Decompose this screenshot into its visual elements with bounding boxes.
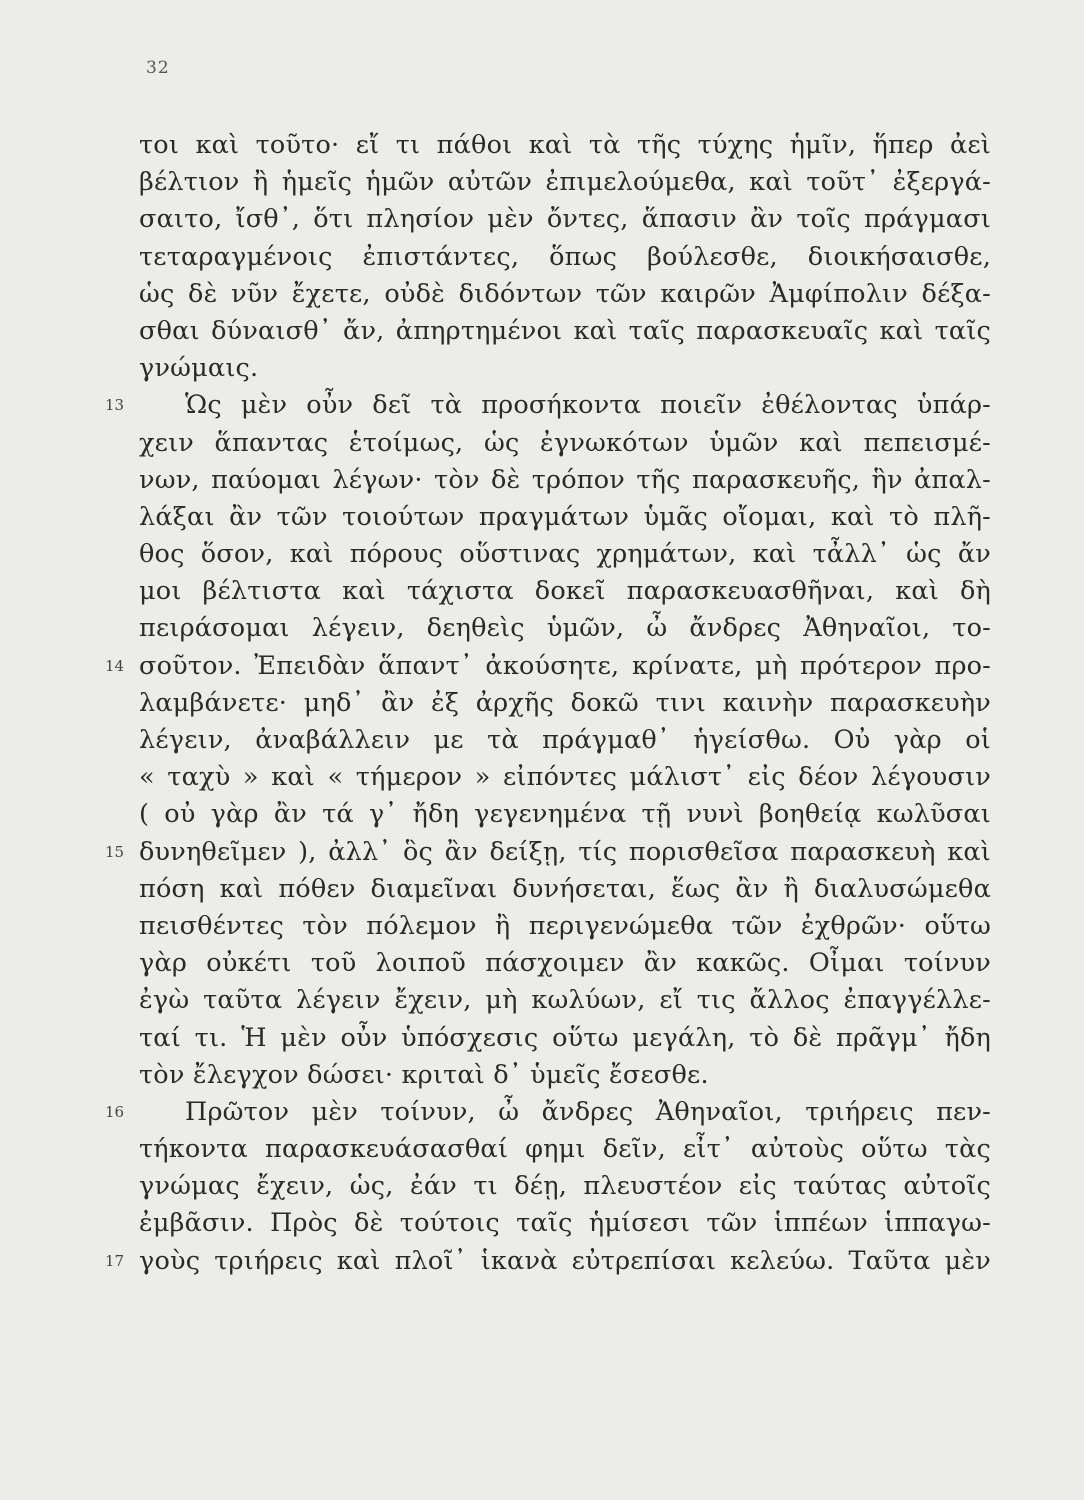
- text-line: [139, 425, 991, 462]
- text-line: [139, 610, 991, 647]
- line-text: τοι καὶ τοῦτο· εἴ τι πάθοι καὶ τὰ τῆς τύχης ἡμῖν, ἥπερ ἀεὶ: [139, 130, 991, 160]
- line-text: γνώμας ἔχειν, ὡς, ἐάν τι δέῃ, πλευστέον εἰς ταύτας αὐτοῖς: [139, 1171, 991, 1202]
- line-text: γὰρ οὐκέτι τοῦ λοιποῦ πάσχοιμεν ἂν κακῶς. Οἶμαι τοίνυν: [139, 948, 991, 979]
- text-line: [139, 722, 991, 759]
- text-line: [139, 201, 991, 238]
- section-number: 14: [105, 656, 125, 675]
- text-line: [139, 350, 991, 387]
- section-number: 16: [105, 1102, 125, 1121]
- text-line: [139, 239, 991, 276]
- text-line: [139, 1131, 991, 1168]
- text-line: [105, 1243, 991, 1280]
- section-number: 13: [105, 396, 125, 415]
- page-number: 32: [146, 58, 170, 78]
- line-text: βέλτιον ἢ ἡμεῖς ἡμῶν αὐτῶν ἐπιμελούμεθα, καὶ τοῦτ᾽ ἐξεργά-: [139, 167, 991, 198]
- text-line: [139, 462, 991, 499]
- line-text: λάξαι ἂν τῶν τοιούτων πραγμάτων ὑμᾶς οἴομαι, καὶ τὸ πλῆ-: [139, 501, 991, 532]
- line-text: γοὺς τριήρεις καὶ πλοῖ᾽ ἱκανὰ εὐτρεπίσαι κελεύω. Ταῦτα μὲν: [139, 1245, 991, 1276]
- text-line: [139, 164, 991, 201]
- line-text: νων, παύομαι λέγων· τὸν δὲ τρόπον τῆς παρασκευῆς, ἣν ἀπαλ-: [139, 464, 991, 495]
- greek-text-body: [105, 127, 991, 1280]
- text-line: [139, 796, 991, 833]
- text-line: [105, 387, 991, 424]
- text-line: [139, 982, 991, 1019]
- text-line: [139, 536, 991, 573]
- text-line: [139, 499, 991, 536]
- line-text: σθαι δύναισθ᾽ ἄν, ἀπηρτημένοι καὶ ταῖς παρασκευαῖς καὶ ταῖς: [139, 315, 991, 346]
- line-text: Πρῶτον μὲν τοίνυν, ὦ ἄνδρες Ἀθηναῖοι, τριήρεις πεν-: [185, 1096, 991, 1127]
- line-text: πόση καὶ πόθεν διαμεῖναι δυνήσεται, ἕως ἂν ἢ διαλυσώμεθα: [139, 873, 991, 904]
- text-line: [139, 759, 991, 796]
- line-text: δυνηθεῖμεν ), ἀλλ᾽ ὃς ἂν δείξῃ, τίς πορισθεῖσα παρασκευὴ καὶ: [139, 836, 991, 867]
- text-line: [139, 276, 991, 313]
- text-line: [105, 648, 991, 685]
- line-text: λαμβάνετε· μηδ᾽ ἂν ἐξ ἀρχῆς δοκῶ τινι καινὴν παρασκευὴν: [139, 687, 991, 718]
- line-text: ἐγὼ ταῦτα λέγειν ἔχειν, μὴ κωλύων, εἴ τις ἄλλος ἐπαγγέλλε-: [139, 985, 991, 1016]
- text-line: [139, 1057, 991, 1094]
- line-text: Ὡς μὲν οὖν δεῖ τὰ προσήκοντα ποιεῖν ἐθέλοντας ὑπάρ-: [185, 390, 991, 421]
- text-line: [139, 573, 991, 610]
- section-number: 15: [105, 842, 125, 861]
- text-line: [139, 313, 991, 350]
- line-text: πεισθέντες τὸν πόλεμον ἢ περιγενώμεθα τῶν ἐχθρῶν· οὕτω: [139, 910, 991, 941]
- line-text: θος ὅσον, καὶ πόρους οὕστινας χρημάτων, καὶ τἆλλ᾽ ὡς ἄν: [139, 539, 991, 570]
- text-line: [139, 1168, 991, 1205]
- line-text: ταί τι. Ἡ μὲν οὖν ὑπόσχεσις οὕτω μεγάλη, τὸ δὲ πρᾶγμ᾽ ἤδη: [139, 1022, 991, 1053]
- line-text: ( οὐ γὰρ ἂν τά γ᾽ ἤδη γεγενημένα τῇ νυνὶ βοηθείᾳ κωλῦσαι: [139, 799, 991, 830]
- line-text: ἐμβᾶσιν. Πρὸς δὲ τούτοις ταῖς ἡμίσεσι τῶν ἱππέων ἱππαγω-: [139, 1208, 991, 1239]
- line-text: τήκοντα παρασκευάσασθαί φημι δεῖν, εἶτ᾽ αὐτοὺς οὕτω τὰς: [139, 1134, 991, 1165]
- text-line: [105, 834, 991, 871]
- line-text: τεταραγμένοις ἐπιστάντες, ὅπως βούλεσθε, διοικήσαισθε,: [139, 241, 991, 272]
- text-line: [139, 871, 991, 908]
- line-text: σοῦτον. Ἐπειδὰν ἅπαντ᾽ ἀκούσητε, κρίνατε, μὴ πρότερον προ-: [139, 650, 991, 681]
- line-text: χειν ἅπαντας ἑτοίμως, ὡς ἐγνωκότων ὑμῶν καὶ πεπεισμέ-: [139, 427, 991, 458]
- line-text: λέγειν, ἀναβάλλειν με τὰ πράγμαθ᾽ ἡγείσθω. Οὐ γὰρ οἱ: [139, 725, 991, 755]
- line-text: πειράσομαι λέγειν, δεηθεὶς ὑμῶν, ὦ ἄνδρες Ἀθηναῖοι, το-: [139, 613, 991, 644]
- text-line: [139, 685, 991, 722]
- line-text: σαιτο, ἴσθ᾽, ὅτι πλησίον μὲν ὄντες, ἅπασιν ἂν τοῖς πράγμασι: [139, 204, 991, 235]
- line-text: « ταχὺ » καὶ « τήμερον » εἰπόντες μάλιστ᾽ εἰς δέον λέγουσιν: [139, 762, 991, 793]
- text-line: [139, 1020, 991, 1057]
- line-text: μοι βέλτιστα καὶ τάχιστα δοκεῖ παρασκευασθῆναι, καὶ δὴ: [139, 576, 991, 607]
- line-text: ὡς δὲ νῦν ἔχετε, οὐδὲ διδόντων τῶν καιρῶν Ἀμφίπολιν δέξα-: [139, 278, 991, 309]
- section-number: 17: [105, 1251, 125, 1270]
- text-line: [139, 908, 991, 945]
- line-text: τὸν ἔλεγχον δώσει· κριταὶ δ᾽ ὑμεῖς ἔσεσθε.: [139, 1059, 709, 1090]
- text-line: [139, 945, 991, 982]
- text-line: [139, 127, 991, 164]
- text-line: [139, 1205, 991, 1242]
- line-text: γνώμαις.: [139, 353, 259, 384]
- text-line: [105, 1094, 991, 1131]
